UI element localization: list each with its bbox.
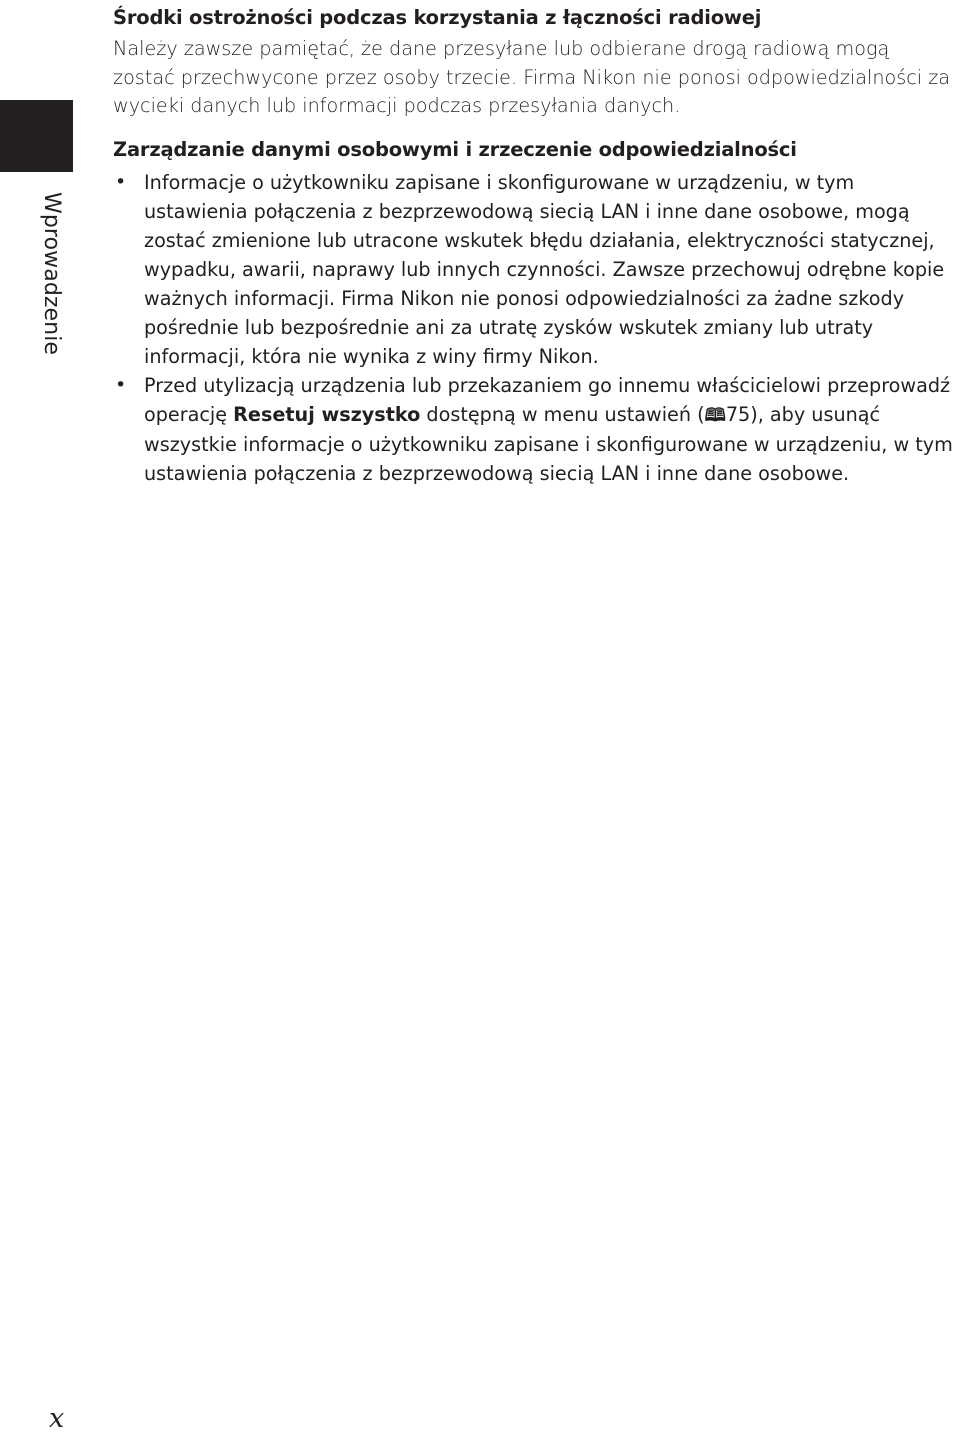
bullet-text: Informacje o użytkowniku zapisane i skonfigurowane w urządzeniu, w tym ustawienia połączenia z bezprzewodową siecią LAN i inne dane osobowe, mogą zostać zmienione lub utracone wskutek błędu działania, elektryczności statycznej, wypadku, awarii, naprawy lub innych czynności. Zawsze przechowuj odrębne kopie ważnych informacji. Firma Nikon nie ponosi odpowiedzialności za żadne szkody pośrednie lub bezpośrednie ani za utratę zysków wskutek zmiany lub utraty informacji, która nie wynika z winy firmy Nikon. [144,171,945,369]
section-heading-radio-precautions: Środki ostrożności podczas korzystania z łączności radiowej [113,6,762,29]
book-reference-icon: 🕮 [704,405,726,427]
bullet-text-before: Przed utylizacją urządzenia lub przekazaniem go innemu właścicielowi przeprowadź operację [144,374,951,427]
menu-option-reset-all: Resetuj wszystko [233,403,421,427]
chapter-tab-label: Wprowadzenie [39,192,64,356]
bullet-text-middle: dostępną w menu ustawień ( [420,403,705,427]
bullet-text-after: ), aby usunąć wszystkie informacje o użytkowniku zapisane i skonfigurowane w urządzeniu, w tym ustawienia połączenia z bezprzewodową siecią LAN i inne dane osobowe. [144,403,953,486]
section-paragraph-radio-precautions: Należy zawsze pamiętać, że dane przesyłane lub odbierane drogą radiową mogą zostać przechwycone przez osoby trzecie. Firma Nikon nie ponosi odpowiedzialności za wycieki danych lub informacji podczas przesyłania danych. [113,37,951,118]
list-item [113,168,956,371]
section-heading-personal-data: Zarządzanie danymi osobowymi i zrzeczenie odpowiedzialności [113,138,797,162]
reference-page-number: 75 [725,403,751,427]
bullet-list [113,168,956,488]
page-content [113,0,956,488]
bullet-icon: • [115,374,127,397]
chapter-tab-marker [0,100,73,172]
list-item [113,371,956,488]
bullet-icon: • [115,171,127,194]
page-number: x [49,1403,65,1434]
